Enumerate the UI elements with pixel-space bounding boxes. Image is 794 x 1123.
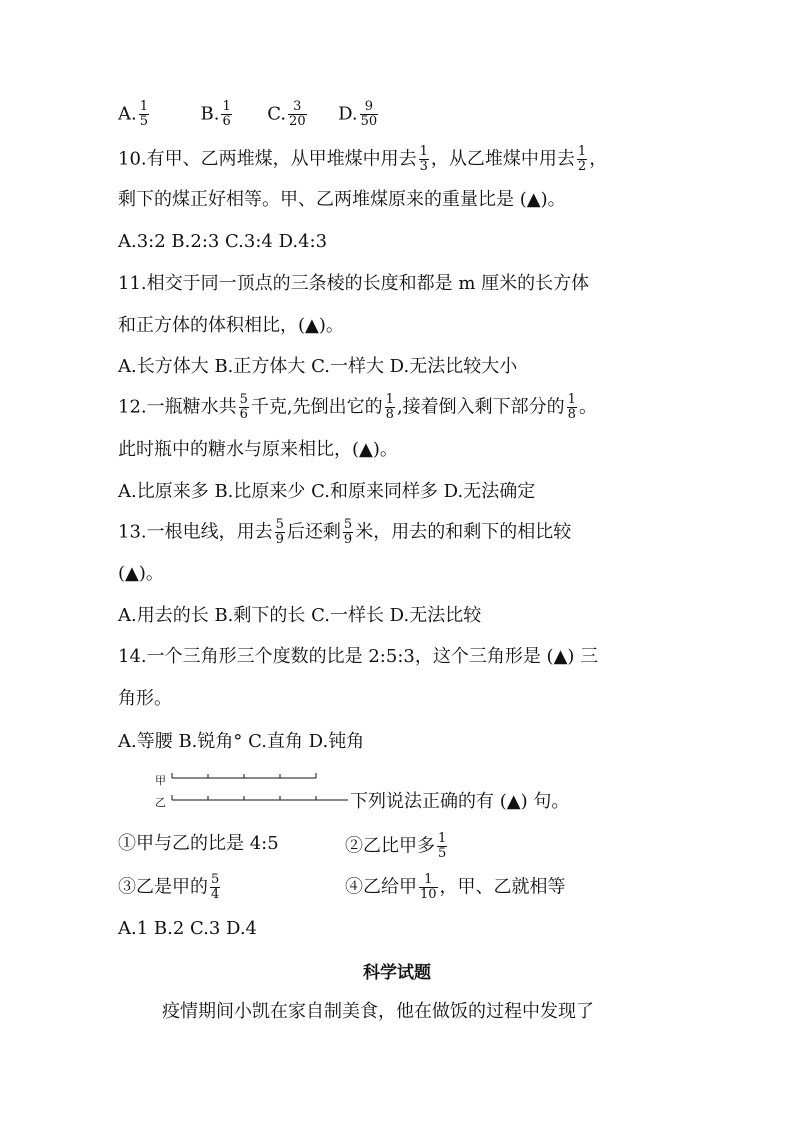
q11-line1: 11.相交于同一顶点的三条棱的长度和都是 m 厘米的长方体 — [118, 273, 590, 294]
q12-options: A.比原来多 B.比原来少 C.和原来同样多 D.无法确定 — [118, 481, 536, 502]
q12-line2: 此时瓶中的糖水与原来相比，(▲)。 — [118, 439, 398, 460]
fraction: $\frac{1}{2}$ — [577, 144, 587, 174]
fraction: $\frac{3}{20}$ — [289, 99, 306, 129]
q15-stem: 下列说法正确的有 (▲) 句。 — [350, 791, 570, 812]
q13-options: A.用去的长 B.剩下的长 C.一样长 D.无法比较 — [118, 605, 482, 626]
fraction: $\frac{1}{5}$ — [139, 99, 149, 129]
fraction: $\frac{1}{6}$ — [222, 99, 231, 129]
fraction: $\frac{1}{3}$ — [419, 144, 428, 174]
q15-statement-1: ①甲与乙的比是 4:5 — [118, 833, 279, 854]
q14-options: A.等腰 B.锐角° C.直角 D.钝角 — [118, 731, 365, 752]
fraction: $\frac{5}{9}$ — [343, 517, 353, 547]
q15-statement-2: ②乙比甲多 $\frac{1}{5}$ — [345, 831, 447, 861]
q10-options: A.3:2 B.2:3 C.3:4 D.4:3 — [118, 231, 328, 252]
fraction: $\frac{1}{10}$ — [420, 872, 437, 902]
section-heading: 科学试题 — [363, 963, 431, 983]
q9-options: A. $\frac{1}{5}$ B. $\frac{1}{6}$ C. $\frac{3}{20}$ D. $\frac{9}{50}$ — [118, 99, 378, 129]
fraction: $\frac{1}{5}$ — [438, 831, 447, 861]
fraction: $\frac{9}{50}$ — [360, 99, 378, 129]
q12-line1: 12.一瓶糖水共 $\frac{5}{6}$ 千克,先倒出它的 $\frac{1}{8}$ ,接着倒入剩下部分的 $\frac{1}{8}$ 。 — [118, 392, 597, 422]
segment-diagram — [170, 768, 350, 808]
q11-options: A.长方体大 B.正方体大 C.一样大 D.无法比较大小 — [118, 356, 518, 377]
q11-line2: 和正方体的体积相比，(▲)。 — [118, 315, 344, 336]
q10-line2: 剩下的煤正好相等。甲、乙两堆煤原来的重量比是 (▲)。 — [118, 189, 566, 210]
fraction: $\frac{5}{9}$ — [275, 517, 284, 547]
q13-line1: 13.一根电线，用去 $\frac{5}{9}$ 后还剩 $\frac{5}{9}$ 米，用去的和剩下的相比较 — [118, 517, 572, 547]
fraction: $\frac{5}{6}$ — [239, 392, 248, 422]
science-intro: 疫情期间小凯在家自制美食，他在做饭的过程中发现了 — [162, 1001, 594, 1022]
q14-line1: 14.一个三角形三个度数的比是 2:5:3，这个三角形是 (▲) 三 — [118, 646, 599, 667]
q14-line2: 角形。 — [118, 688, 172, 709]
q15-statement-3: ③乙是甲的 $\frac{5}{4}$ — [118, 872, 220, 902]
q13-line2: (▲)。 — [118, 563, 164, 584]
label-yi: 乙 — [155, 796, 166, 809]
fraction: $\frac{1}{8}$ — [385, 392, 394, 422]
fraction: $\frac{1}{8}$ — [567, 392, 576, 422]
label-jia: 甲 — [155, 774, 166, 787]
q15-statement-4: ④乙给甲 $\frac{1}{10}$ ，甲、乙就相等 — [345, 872, 566, 902]
fraction: $\frac{5}{4}$ — [211, 872, 220, 902]
q10-line1: 10.有甲、乙两堆煤，从甲堆煤中用去 $\frac{1}{3}$ ，从乙堆煤中用去 $\frac{1}{2}$ ， — [118, 144, 608, 174]
q15-options: A.1 B.2 C.3 D.4 — [118, 918, 258, 939]
